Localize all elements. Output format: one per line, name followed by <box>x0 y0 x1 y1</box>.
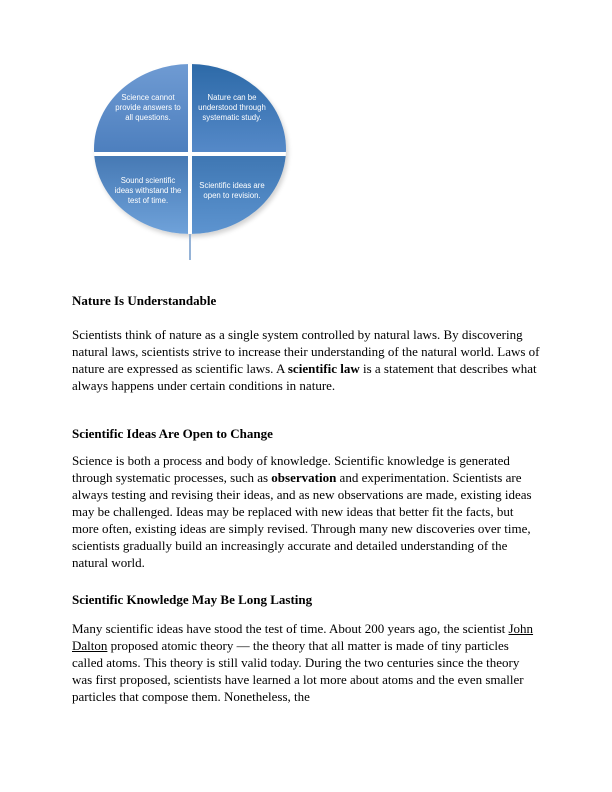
diagram-quadrant-top-right <box>192 64 286 152</box>
science-cycle-diagram <box>94 64 286 260</box>
inline-link[interactable]: John Dalton <box>72 621 534 653</box>
paragraph-knowledge-long-lasting <box>72 620 540 705</box>
bold-text: observation <box>271 470 337 485</box>
paragraph-nature-understandable <box>72 326 540 394</box>
paragraph-ideas-open-to-change <box>72 452 540 571</box>
quadrant-label: Scientific ideas are open to revision. <box>199 180 265 201</box>
diagram-quadrant-top-left <box>94 64 188 152</box>
diagram-quadrant-bottom-left <box>94 156 188 234</box>
text-run: Science is both a process and body of knowledge. Scientific knowledge is generated through systematic processes, such as <box>72 453 510 485</box>
diagram-quadrant-bottom-right <box>192 156 286 234</box>
section-heading-ideas-open-to-change: Scientific Ideas Are Open to Change <box>72 426 273 441</box>
text-run: Scientists think of nature as a single system controlled by natural laws. By discovering natural laws, scientists strive to increase their understanding of the natural world. Laws of nature are expressed as scientific laws. A <box>72 327 540 376</box>
quadrant-label: Nature can be understood through systematic study. <box>198 92 266 123</box>
quadrant-label: Sound scientific ideas withstand the test of time. <box>114 175 182 206</box>
text-run: Many scientific ideas have stood the test of time. About 200 years ago, the scientist <box>72 621 509 636</box>
diagram-stem-line <box>189 234 191 260</box>
text-run: proposed atomic theory — the theory that all matter is made of tiny particles called atoms. This theory is still valid today. During the two centuries since the theory was first proposed, scientists have learned a lot more about atoms and the even smaller particles that compose them. Nonetheless, the <box>72 638 524 704</box>
section-heading-knowledge-long-lasting: Scientific Knowledge May Be Long Lasting <box>72 592 313 607</box>
quadrant-label: Science cannot provide answers to all questions. <box>115 92 181 123</box>
text-run: and experimentation. Scientists are always testing and revising their ideas, and as new observations are made, existing ideas may be challenged. Ideas may be replaced with new ideas that better fit the facts, but more often, existing ideas are simply revised. Through many new discoveries over time, scientists gradually build an increasingly accurate and detailed understanding of the natural world. <box>72 470 532 570</box>
text-run: is a statement that describes what always happens under certain conditions in nature. <box>72 361 537 393</box>
section-heading-nature-understandable: Nature Is Understandable <box>72 293 217 308</box>
bold-text: scientific law <box>287 361 360 376</box>
diagram-circle <box>94 64 286 234</box>
